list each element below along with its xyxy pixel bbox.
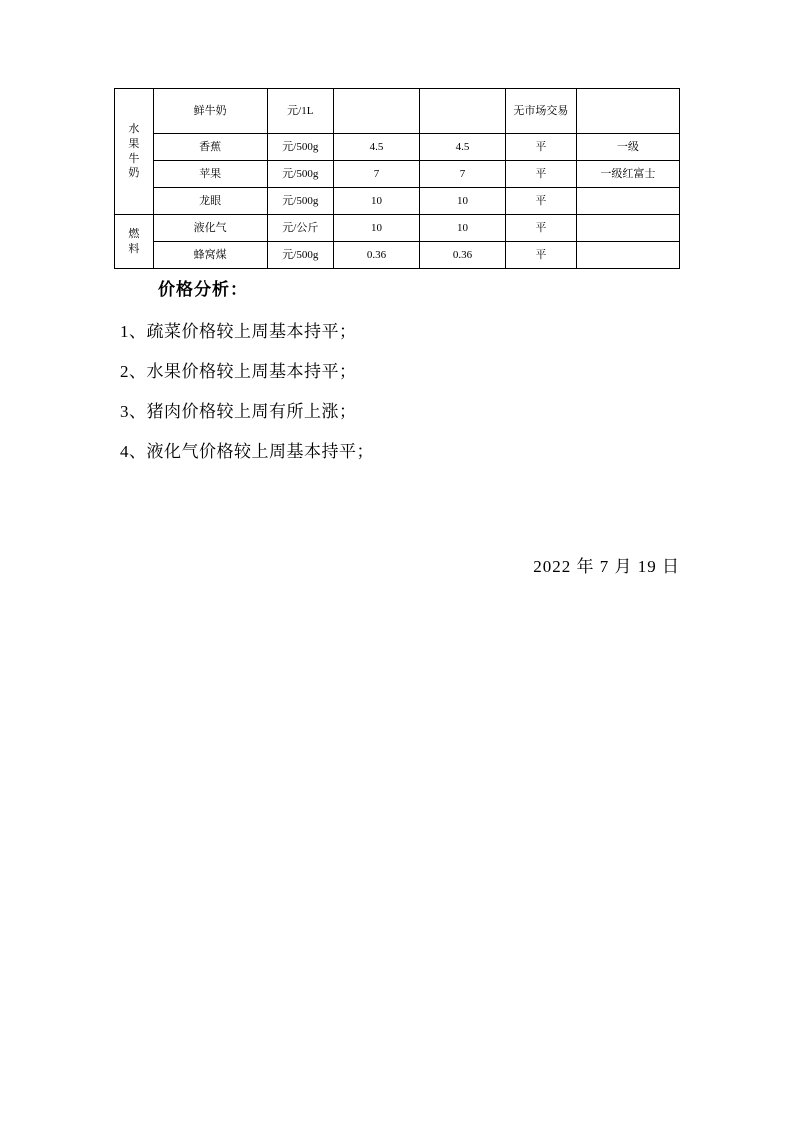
item-name: 蜂窝煤 [153,242,267,269]
document-date: 2022 年 7 月 19 日 [533,557,680,576]
price-this-week: 7 [334,161,420,188]
category-cell-fuel: 燃 料 [115,215,154,269]
note: 一级红富士 [576,161,679,188]
note [576,188,679,215]
trend: 平 [505,242,576,269]
list-item: 3、猪肉价格较上周有所上涨； [120,402,357,421]
trend: 无市场交易 [505,89,576,134]
trend: 平 [505,215,576,242]
table-row [115,89,680,134]
price-this-week: 10 [334,215,420,242]
price-this-week: 10 [334,188,420,215]
item-name: 龙眼 [153,188,267,215]
list-item: 2、水果价格较上周基本持平； [120,362,357,381]
price-this-week: 4.5 [334,134,420,161]
price-last-week: 7 [420,161,506,188]
trend: 平 [505,188,576,215]
trend: 平 [505,161,576,188]
price-this-week: 0.36 [334,242,420,269]
analysis-title: 价格分析： [158,280,248,299]
table-row [115,161,680,188]
price-table [114,88,680,269]
item-name: 香蕉 [153,134,267,161]
analysis-list [120,312,680,472]
trend: 平 [505,134,576,161]
note [576,242,679,269]
table-row [115,188,680,215]
price-last-week: 4.5 [420,134,506,161]
unit: 元/500g [267,188,334,215]
category-cell-fruit-milk: 水 果 牛 奶 [115,89,154,215]
price-last-week [420,89,506,134]
unit: 元/500g [267,242,334,269]
list-item: 4、液化气价格较上周基本持平； [120,442,374,461]
note [576,89,679,134]
unit: 元/500g [267,134,334,161]
price-last-week: 10 [420,215,506,242]
unit: 元/500g [267,161,334,188]
item-name: 苹果 [153,161,267,188]
item-name: 液化气 [153,215,267,242]
unit: 元/1L [267,89,334,134]
price-this-week [334,89,420,134]
unit: 元/公斤 [267,215,334,242]
price-last-week: 10 [420,188,506,215]
table-row [115,215,680,242]
item-name: 鲜牛奶 [153,89,267,134]
list-item: 1、疏菜价格较上周基本持平； [120,322,357,341]
table-row [115,242,680,269]
note [576,215,679,242]
table-row [115,134,680,161]
note: 一级 [576,134,679,161]
price-last-week: 0.36 [420,242,506,269]
